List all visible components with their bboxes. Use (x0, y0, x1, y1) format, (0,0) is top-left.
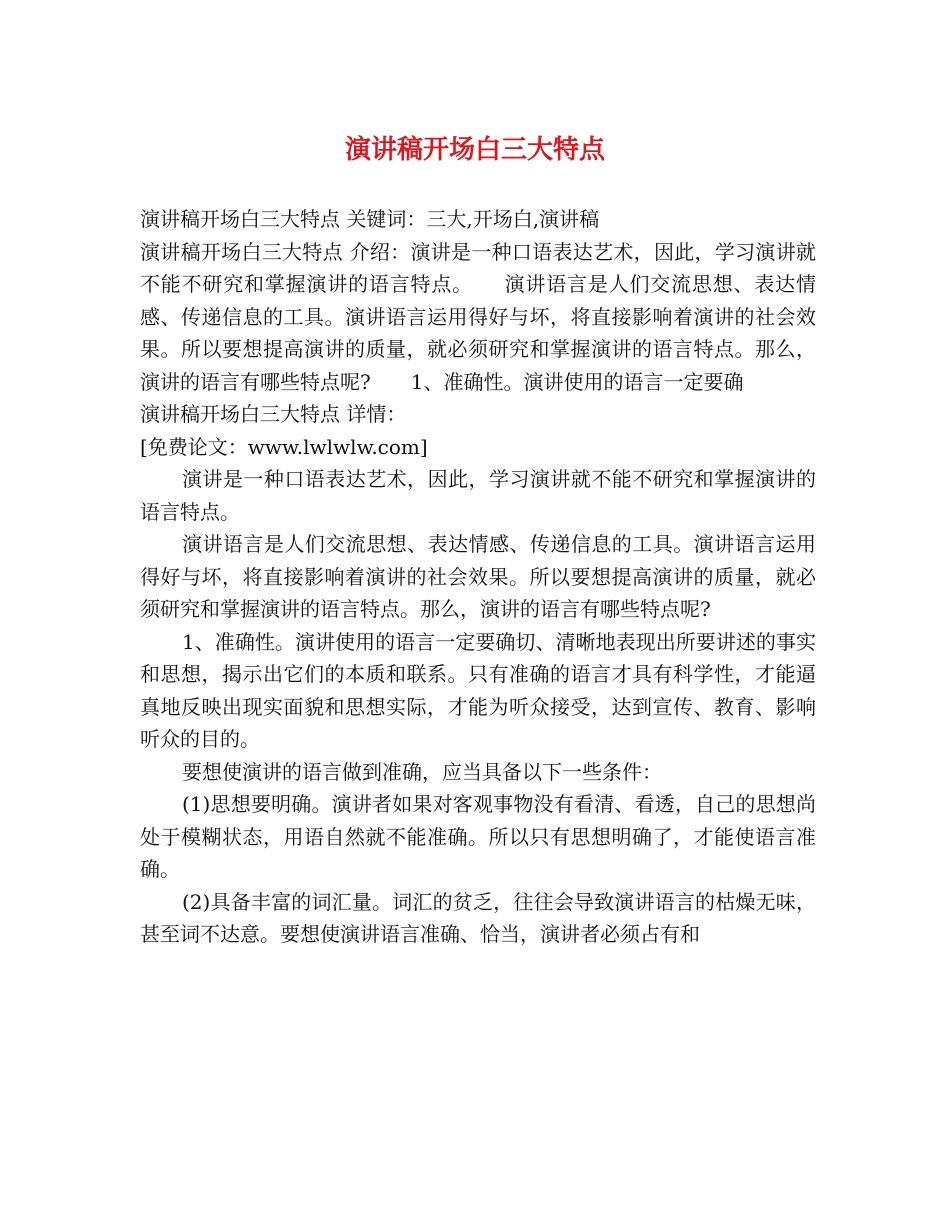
paragraph: 演讲是一种口语表达艺术，因此，学习演讲就不能不研究和掌握演讲的语言特点。 (140, 467, 816, 524)
paragraph: 要想使演讲的语言做到准确，应当具备以下一些条件： (182, 759, 662, 784)
document-title: 演讲稿开场白三大特点 (344, 135, 605, 165)
document-body (140, 203, 816, 951)
keywords-line: 演讲稿开场白三大特点 关键词：三大,开场白,演讲稿 (140, 207, 600, 231)
paragraph: 1、准确性。演讲使用的语言一定要确切、清晰地表现出所要讲述的事实和思想，揭示出它们的本质和联系。只有准确的语言才具有科学性，才能逼真地反映出现实面貌和思想实际，才能为听众接受，达到宣传、教育、影响听众的目的。 (140, 629, 816, 751)
intro-line: 演讲稿开场白三大特点 介绍：演讲是一种口语表达艺术，因此，学习演讲就不能不研究和掌握演讲的语言特点。 演讲语言是人们交流思想、表达情感、传递信息的工具。演讲语言运用得好与坏，将直接影响着演讲的社会效果。所以要想提高演讲的质量，就必须研究和掌握演讲的语言特点。那么，演讲的语言有哪些特点呢? 1、准确性。演讲使用的语言一定要确 (140, 239, 816, 394)
paragraph: 演讲语言是人们交流思想、表达情感、传递信息的工具。演讲语言运用得好与坏，将直接影响着演讲的社会效果。所以要想提高演讲的质量，就必须研究和掌握演讲的语言特点。那么，演讲的语言有哪些特点呢? (140, 532, 816, 621)
list-item: (1)思想要明确。演讲者如果对客观事物没有看清、看透，自己的思想尚处于模糊状态，用语自然就不能准确。所以只有思想明确了，才能使语言准确。 (140, 792, 816, 881)
source-link: [免费论文：www.lwlwlw.com] (140, 434, 428, 459)
details-line: 演讲稿开场白三大特点 详情： (140, 402, 407, 426)
list-item: (2)具备丰富的词汇量。词汇的贫乏，往往会导致演讲语言的枯燥无味，甚至词不达意。要想使演讲语言准确、恰当，演讲者必须占有和 (140, 889, 816, 946)
